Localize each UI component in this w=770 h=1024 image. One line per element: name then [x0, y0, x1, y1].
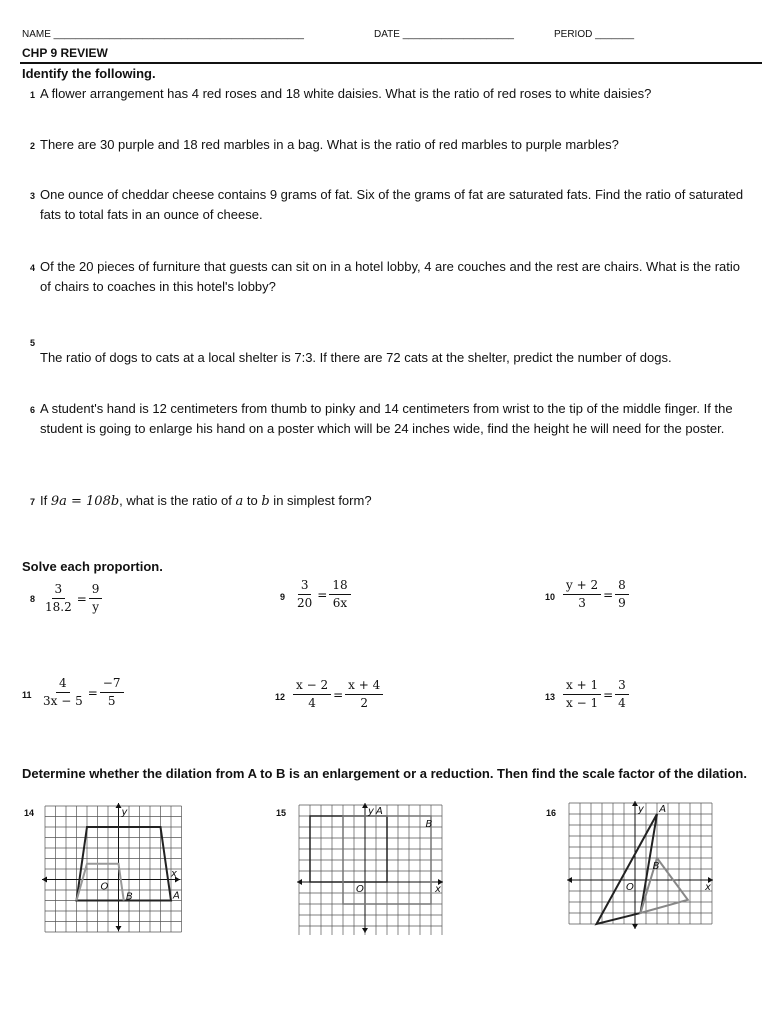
problem-number: 11	[22, 690, 32, 700]
figure-a-label: A	[659, 804, 667, 815]
y-axis-arrow	[362, 928, 368, 933]
numerator: 4	[56, 676, 70, 693]
question-3	[30, 185, 750, 225]
left-fraction	[42, 582, 75, 615]
left-fraction	[563, 678, 601, 711]
numerator: x − 2	[293, 678, 331, 695]
denominator: 2	[360, 696, 369, 710]
x-axis-arrow	[567, 877, 572, 883]
left-fraction	[563, 578, 601, 611]
worksheet-title: CHP 9 REVIEW	[22, 46, 108, 60]
dilation-graph-16	[567, 801, 715, 931]
right-fraction	[615, 678, 629, 711]
question-1	[30, 84, 750, 104]
question-6	[30, 399, 750, 439]
x-axis-label: x	[705, 882, 711, 893]
question-text: A student's hand is 12 centimeters from thumb to pinky and 14 centimeters from wrist to the tip of the middle finger. If the student is going to enlarge his hand on a poster which will be 24 inches wide, find the height he will need for the poster.	[40, 401, 733, 436]
question-number: 7	[30, 497, 36, 507]
denominator: 20	[297, 596, 313, 610]
right-fraction	[615, 578, 629, 611]
question-text: Of the 20 pieces of furniture that guests can sit on in a hotel lobby, 4 are couches and the rest are chairs. What is the ratio of chairs to coaches in this hotel's lobby?	[40, 259, 740, 294]
denominator: 4	[618, 696, 626, 710]
left-fraction	[40, 676, 86, 709]
x-axis-arrow	[297, 879, 302, 885]
section-proportions-heading: Solve each proportion.	[22, 559, 163, 574]
equals-sign: =	[87, 685, 98, 700]
figure-b-label: B	[652, 861, 660, 872]
equals-sign: =	[317, 587, 328, 602]
problem-number: 12	[275, 692, 286, 702]
y-axis-label: y	[121, 807, 128, 818]
section-dilation-heading: Determine whether the dilation from A to B is an enlargement or a reduction. Then find the scale factor of the dilation.	[22, 766, 747, 781]
x-axis-arrow	[42, 877, 47, 883]
y-axis-arrow	[632, 924, 638, 929]
period-field-label: PERIOD _______	[554, 29, 635, 40]
right-fraction	[89, 582, 103, 615]
date-field-label: DATE ____________________	[374, 29, 514, 40]
denominator: 18.2	[45, 600, 72, 614]
denominator: y	[92, 600, 99, 614]
numerator: 8	[615, 578, 629, 595]
question-number: 5	[30, 338, 36, 348]
denominator: 4	[308, 696, 316, 710]
figure-a-label: A	[376, 806, 383, 817]
question-number: 3	[30, 191, 36, 201]
numerator: y + 2	[563, 578, 601, 595]
origin-label: O	[100, 881, 109, 893]
equals-sign: =	[603, 587, 614, 602]
proportion-10	[545, 578, 629, 611]
question-text	[40, 491, 750, 512]
right-fraction	[100, 676, 124, 709]
figure-a-label: A	[173, 890, 180, 902]
numerator: 3	[615, 678, 629, 695]
question-number: 6	[30, 405, 36, 415]
question-text: There are 30 purple and 18 red marbles in a bag. What is the ratio of red marbles to purple marbles?	[40, 137, 619, 152]
denominator: 9	[618, 596, 626, 610]
question-number: 1	[30, 90, 36, 100]
numerator: x + 4	[345, 678, 383, 695]
denominator: 5	[107, 694, 116, 708]
y-axis-arrow	[116, 926, 122, 931]
q7-mid: , what is the ratio of	[119, 493, 236, 508]
left-fraction	[294, 578, 315, 611]
graph-number-16: 16	[546, 808, 557, 818]
q7-var-b: b	[261, 494, 270, 509]
origin-label: O	[356, 884, 364, 895]
question-number: 2	[30, 141, 36, 151]
proportion-12	[275, 678, 383, 711]
question-number: 4	[30, 263, 36, 273]
title-divider	[20, 62, 762, 64]
x-axis-label: x	[171, 868, 177, 880]
equals-sign: =	[76, 591, 87, 606]
question-2	[30, 135, 750, 155]
y-axis-label: y	[368, 806, 374, 817]
denominator: 3	[578, 596, 586, 610]
denominator: 3x − 5	[43, 694, 83, 708]
numerator: 9	[89, 582, 103, 599]
proportion-13	[545, 678, 629, 711]
graph-number-14: 14	[24, 808, 35, 818]
numerator: x + 1	[563, 678, 601, 695]
problem-number: 10	[545, 592, 556, 602]
figure-b-label: B	[125, 891, 133, 903]
left-fraction	[293, 678, 331, 711]
problem-number: 13	[545, 692, 556, 702]
numerator: 3	[298, 578, 312, 595]
figure-b-label: B	[425, 819, 433, 830]
graph-number-15: 15	[276, 808, 287, 818]
q7-prefix: If	[40, 493, 51, 508]
proportion-11	[22, 676, 124, 709]
question-text: The ratio of dogs to cats at a local shelter is 7:3. If there are 72 cats at the shelter, predict the number of dogs.	[40, 350, 672, 365]
question-4	[30, 257, 750, 297]
q7-var-a: a	[235, 494, 244, 509]
q7-suffix: in simplest form?	[269, 493, 372, 508]
question-text: One ounce of cheddar cheese contains 9 grams of fat. Six of the grams of fat are saturated fats. Find the ratio of saturated fats to total fats in an ounce of cheese.	[40, 187, 744, 222]
y-axis-label: y	[638, 804, 644, 815]
dilation-graph-14	[42, 803, 182, 933]
right-fraction	[345, 678, 383, 711]
question-5	[30, 332, 750, 368]
problem-number: 9	[280, 592, 286, 602]
right-fraction	[329, 578, 350, 611]
proportion-8	[30, 582, 102, 615]
numerator: −7	[100, 676, 124, 693]
q7-to: to	[243, 493, 262, 508]
section-identify-heading: Identify the following.	[22, 66, 156, 81]
denominator: 6x	[332, 596, 348, 610]
q7-equation: 9a = 108b	[50, 494, 120, 509]
proportion-9	[280, 578, 351, 611]
numerator: 3	[52, 582, 66, 599]
question-text: A flower arrangement has 4 red roses and 18 white daisies. What is the ratio of red roses to white daisies?	[40, 86, 652, 101]
x-axis-label: x	[435, 884, 441, 895]
numerator: 18	[329, 578, 350, 595]
equals-sign: =	[333, 687, 344, 702]
problem-number: 8	[30, 594, 36, 604]
denominator: x − 1	[566, 696, 599, 710]
origin-label: O	[626, 882, 634, 893]
name-field-label: NAME _____________________________________________	[22, 29, 304, 40]
question-7	[30, 491, 750, 512]
dilation-graph-15	[297, 803, 445, 935]
equals-sign: =	[603, 687, 614, 702]
